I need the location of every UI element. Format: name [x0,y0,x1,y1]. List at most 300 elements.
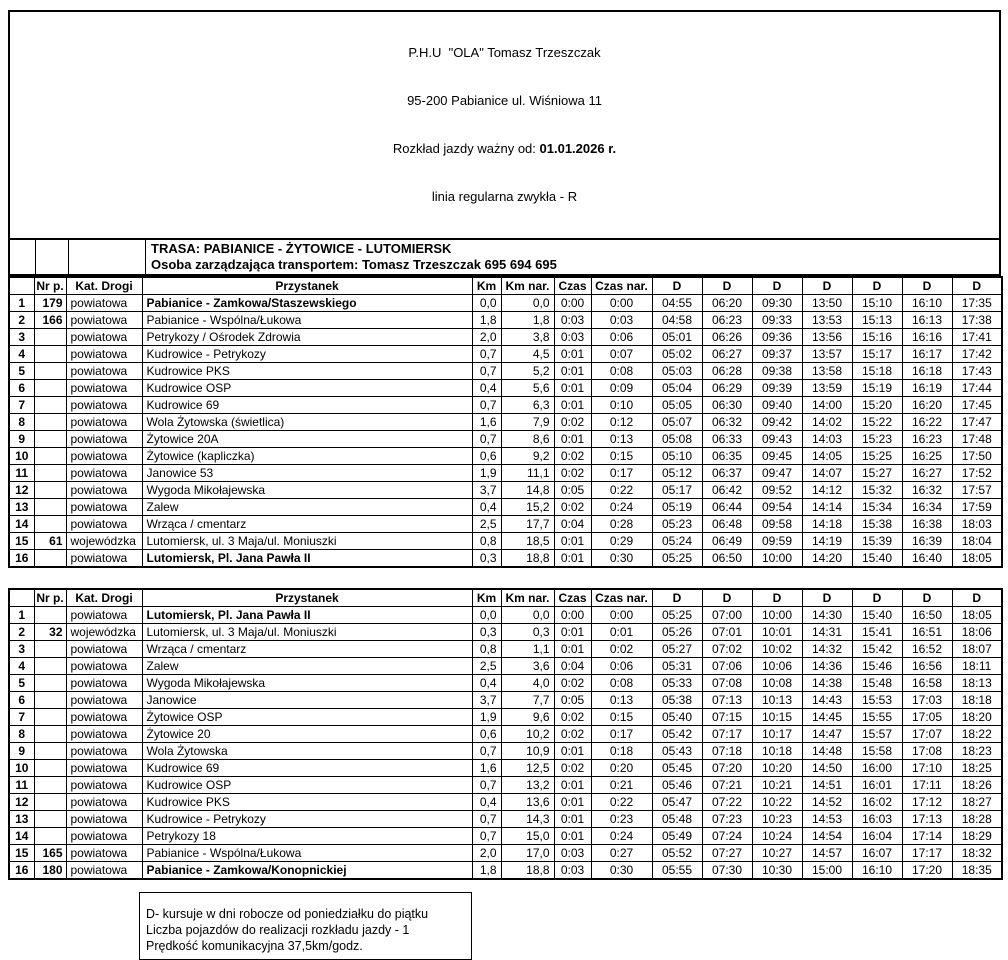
timetable-row [9,329,1002,346]
cell-km-cumulative: 7,9 [501,414,554,431]
cell-stop-name: Wola Żytowska (świetlica) [142,414,472,431]
cell-km-cumulative: 5,6 [501,380,554,397]
validity-label: Rozkład jazdy ważny od: [392,141,540,156]
cell-road-category: powiatowa [66,431,142,448]
cell-departure-time: 14:50 [802,760,852,777]
cell-departure-time: 10:15 [752,709,802,726]
cell-departure-time: 16:51 [902,624,952,641]
empty-cell [36,240,69,274]
cell-road-category: powiatowa [66,516,142,533]
cell-road-category: powiatowa [66,777,142,794]
cell-departure-time: 07:27 [702,845,752,862]
cell-departure-time: 09:54 [752,499,802,516]
cell-row-number: 13 [9,499,34,516]
cell-departure-time: 16:18 [902,363,952,380]
cell-stop-name: Lutomiersk, Pl. Jana Pawła II [142,550,472,568]
column-header: D [852,589,902,607]
cell-row-number: 10 [9,448,34,465]
cell-road-number [34,658,66,675]
timetable-row [9,499,1002,516]
cell-departure-time: 16:56 [902,658,952,675]
cell-travel-time: 0:01 [554,363,591,380]
cell-road-category: powiatowa [66,794,142,811]
column-header: Czas [554,589,591,607]
cell-km: 0,8 [472,533,501,550]
cell-departure-time: 06:30 [702,397,752,414]
cell-travel-time: 0:01 [554,346,591,363]
cell-travel-time: 0:04 [554,516,591,533]
cell-km-cumulative: 5,2 [501,363,554,380]
cell-departure-time: 05:45 [652,760,702,777]
cell-departure-time: 07:08 [702,675,752,692]
cell-km: 0,7 [472,397,501,414]
cell-departure-time: 05:23 [652,516,702,533]
column-header: D [652,589,702,607]
cell-departure-time: 15:57 [852,726,902,743]
cell-departure-time: 05:26 [652,624,702,641]
cell-travel-time: 0:02 [554,414,591,431]
cell-km-cumulative: 4,0 [501,675,554,692]
cell-departure-time: 17:48 [952,431,1002,448]
cell-travel-time: 0:01 [554,380,591,397]
cell-row-number: 11 [9,465,34,482]
cell-departure-time: 16:22 [902,414,952,431]
cell-travel-time: 0:03 [554,845,591,862]
cell-departure-time: 15:53 [852,692,902,709]
cell-departure-time: 06:48 [702,516,752,533]
column-header: Przystanek [142,277,472,295]
cell-departure-time: 17:13 [902,811,952,828]
cell-departure-time: 14:53 [802,811,852,828]
cell-km-cumulative: 17,0 [501,845,554,862]
cell-road-category: powiatowa [66,845,142,862]
cell-travel-time-cumulative: 0:22 [591,794,652,811]
column-header: D [752,589,802,607]
timetable-row [9,533,1002,550]
cell-departure-time: 10:22 [752,794,802,811]
cell-departure-time: 15:39 [852,533,902,550]
cell-departure-time: 15:25 [852,448,902,465]
cell-travel-time: 0:01 [554,811,591,828]
cell-road-category: powiatowa [66,346,142,363]
cell-departure-time: 15:46 [852,658,902,675]
cell-travel-time-cumulative: 0:23 [591,811,652,828]
cell-travel-time-cumulative: 0:13 [591,692,652,709]
cell-km: 2,5 [472,658,501,675]
cell-departure-time: 06:37 [702,465,752,482]
cell-road-category: powiatowa [66,482,142,499]
cell-departure-time: 06:23 [702,312,752,329]
cell-departure-time: 06:35 [702,448,752,465]
cell-departure-time: 14:14 [802,499,852,516]
cell-departure-time: 17:44 [952,380,1002,397]
cell-road-number [34,607,66,624]
cell-stop-name: Żytowice (kapliczka) [142,448,472,465]
timetable-row [9,794,1002,811]
cell-departure-time: 05:05 [652,397,702,414]
cell-road-category: powiatowa [66,811,142,828]
cell-travel-time: 0:03 [554,329,591,346]
cell-travel-time-cumulative: 0:00 [591,295,652,312]
header-row [9,589,1002,607]
cell-stop-name: Kudrowice - Petrykozy [142,346,472,363]
column-header [9,589,34,607]
footer-note: Prędkość komunikacyjna 37,5km/godz. [146,939,363,953]
cell-departure-time: 14:05 [802,448,852,465]
column-header: Kat. Drogi [66,277,142,295]
cell-road-category: powiatowa [66,448,142,465]
cell-departure-time: 15:17 [852,346,902,363]
timetable-row [9,380,1002,397]
cell-departure-time: 18:03 [952,516,1002,533]
timetable-row [9,743,1002,760]
cell-stop-name: Lutomiersk, Pl. Jana Pawła II [142,607,472,624]
cell-departure-time: 18:11 [952,658,1002,675]
cell-departure-time: 06:27 [702,346,752,363]
column-header: Czas [554,277,591,295]
cell-departure-time: 05:46 [652,777,702,794]
cell-departure-time: 14:51 [802,777,852,794]
cell-row-number: 9 [9,431,34,448]
cell-road-category: powiatowa [66,607,142,624]
cell-road-number [34,346,66,363]
cell-travel-time: 0:02 [554,709,591,726]
cell-departure-time: 14:54 [802,828,852,845]
column-header: D [702,277,752,295]
cell-departure-time: 07:02 [702,641,752,658]
timetable-row [9,760,1002,777]
cell-departure-time: 16:02 [852,794,902,811]
cell-stop-name: Lutomiersk, ul. 3 Maja/ul. Moniuszki [142,533,472,550]
cell-departure-time: 07:30 [702,862,752,880]
cell-departure-time: 16:23 [902,431,952,448]
cell-travel-time: 0:02 [554,448,591,465]
cell-km: 1,6 [472,760,501,777]
cell-stop-name: Kudrowice 69 [142,397,472,414]
cell-travel-time-cumulative: 0:06 [591,658,652,675]
cell-departure-time: 14:12 [802,482,852,499]
timetable-row [9,397,1002,414]
cell-km-cumulative: 1,8 [501,312,554,329]
cell-departure-time: 10:23 [752,811,802,828]
column-header: Kat. Drogi [66,589,142,607]
cell-departure-time: 15:27 [852,465,902,482]
cell-road-number [34,465,66,482]
cell-km-cumulative: 13,6 [501,794,554,811]
cell-departure-time: 04:55 [652,295,702,312]
cell-km: 0,7 [472,363,501,380]
cell-road-number [34,641,66,658]
cell-km: 0,4 [472,380,501,397]
cell-departure-time: 15:18 [852,363,902,380]
cell-departure-time: 07:18 [702,743,752,760]
cell-road-number [34,397,66,414]
cell-km-cumulative: 12,5 [501,760,554,777]
cell-departure-time: 05:25 [652,550,702,568]
cell-departure-time: 18:05 [952,607,1002,624]
cell-travel-time-cumulative: 0:00 [591,607,652,624]
cell-travel-time-cumulative: 0:15 [591,448,652,465]
timetable-row [9,414,1002,431]
cell-departure-time: 14:57 [802,845,852,862]
cell-departure-time: 09:36 [752,329,802,346]
cell-travel-time: 0:02 [554,465,591,482]
cell-departure-time: 18:20 [952,709,1002,726]
cell-departure-time: 15:19 [852,380,902,397]
column-header: Km nar. [501,277,554,295]
cell-km-cumulative: 0,3 [501,624,554,641]
cell-travel-time: 0:05 [554,482,591,499]
timetable-row [9,312,1002,329]
cell-road-number [34,675,66,692]
cell-departure-time: 09:43 [752,431,802,448]
timetable-row [9,658,1002,675]
cell-road-number [34,777,66,794]
cell-departure-time: 16:03 [852,811,902,828]
cell-travel-time-cumulative: 0:09 [591,380,652,397]
cell-departure-time: 13:58 [802,363,852,380]
timetable-row [9,726,1002,743]
cell-km-cumulative: 0,0 [501,295,554,312]
cell-departure-time: 15:23 [852,431,902,448]
column-header: D [952,589,1002,607]
cell-row-number: 16 [9,550,34,568]
cell-departure-time: 10:08 [752,675,802,692]
cell-row-number: 15 [9,533,34,550]
timetable-document [8,10,1001,960]
cell-travel-time: 0:02 [554,675,591,692]
cell-departure-time: 06:20 [702,295,752,312]
cell-km: 0,4 [472,794,501,811]
cell-departure-time: 18:32 [952,845,1002,862]
cell-travel-time: 0:02 [554,760,591,777]
cell-road-number [34,743,66,760]
timetable-row [9,641,1002,658]
cell-road-category: powiatowa [66,862,142,880]
cell-road-category: powiatowa [66,709,142,726]
validity-date: 01.01.2026 r. [539,141,617,156]
cell-km: 0,6 [472,448,501,465]
timetable-row [9,295,1002,312]
cell-travel-time: 0:01 [554,533,591,550]
timetable-row [9,692,1002,709]
cell-departure-time: 16:00 [852,760,902,777]
cell-travel-time: 0:00 [554,295,591,312]
empty-cell [10,240,36,274]
cell-road-category: powiatowa [66,726,142,743]
cell-stop-name: Wola Żytowska [142,743,472,760]
timetable-row [9,346,1002,363]
cell-road-category: powiatowa [66,675,142,692]
cell-travel-time-cumulative: 0:02 [591,641,652,658]
cell-departure-time: 17:52 [952,465,1002,482]
column-header: Nr p. [34,589,66,607]
cell-departure-time: 14:02 [802,414,852,431]
cell-departure-time: 15:13 [852,312,902,329]
cell-departure-time: 07:00 [702,607,752,624]
cell-road-number [34,726,66,743]
cell-row-number: 3 [9,641,34,658]
cell-stop-name: Żytowice 20 [142,726,472,743]
cell-road-number: 61 [34,533,66,550]
cell-departure-time: 05:38 [652,692,702,709]
cell-travel-time-cumulative: 0:07 [591,346,652,363]
cell-departure-time: 15:55 [852,709,902,726]
timetable-row [9,828,1002,845]
column-header: D [802,277,852,295]
cell-departure-time: 18:27 [952,794,1002,811]
cell-travel-time: 0:01 [554,743,591,760]
column-header: Km [472,589,501,607]
column-header: D [852,277,902,295]
cell-departure-time: 05:55 [652,862,702,880]
cell-stop-name: Janowice 53 [142,465,472,482]
cell-stop-name: Kudrowice - Petrykozy [142,811,472,828]
timetable-row [9,624,1002,641]
cell-travel-time-cumulative: 0:29 [591,533,652,550]
cell-row-number: 14 [9,828,34,845]
cell-travel-time-cumulative: 0:08 [591,675,652,692]
route-info-cell [146,240,999,274]
cell-km: 1,9 [472,465,501,482]
cell-road-number [34,550,66,568]
cell-km-cumulative: 0,0 [501,607,554,624]
cell-departure-time: 13:50 [802,295,852,312]
cell-stop-name: Kudrowice PKS [142,363,472,380]
cell-travel-time-cumulative: 0:03 [591,312,652,329]
cell-departure-time: 13:56 [802,329,852,346]
cell-departure-time: 15:48 [852,675,902,692]
cell-stop-name: Żytowice 20A [142,431,472,448]
cell-km: 3,7 [472,692,501,709]
cell-departure-time: 05:33 [652,675,702,692]
cell-stop-name: Janowice [142,692,472,709]
cell-row-number: 8 [9,726,34,743]
cell-departure-time: 15:58 [852,743,902,760]
cell-departure-time: 18:26 [952,777,1002,794]
timetable-row [9,709,1002,726]
cell-departure-time: 16:34 [902,499,952,516]
cell-km-cumulative: 8,6 [501,431,554,448]
cell-departure-time: 18:18 [952,692,1002,709]
cell-road-number: 165 [34,845,66,862]
cell-departure-time: 05:31 [652,658,702,675]
cell-departure-time: 16:58 [902,675,952,692]
cell-km-cumulative: 18,5 [501,533,554,550]
cell-departure-time: 06:32 [702,414,752,431]
cell-departure-time: 15:40 [852,607,902,624]
cell-departure-time: 18:13 [952,675,1002,692]
column-header: Nr p. [34,277,66,295]
cell-travel-time: 0:05 [554,692,591,709]
cell-departure-time: 14:18 [802,516,852,533]
cell-travel-time: 0:01 [554,828,591,845]
cell-km: 3,7 [472,482,501,499]
cell-row-number: 11 [9,777,34,794]
cell-departure-time: 16:27 [902,465,952,482]
cell-departure-time: 05:10 [652,448,702,465]
cell-departure-time: 16:13 [902,312,952,329]
cell-departure-time: 16:52 [902,641,952,658]
cell-departure-time: 09:59 [752,533,802,550]
cell-departure-time: 05:02 [652,346,702,363]
cell-travel-time-cumulative: 0:15 [591,709,652,726]
cell-departure-time: 09:52 [752,482,802,499]
cell-row-number: 5 [9,675,34,692]
cell-road-category: powiatowa [66,692,142,709]
cell-road-number [34,499,66,516]
cell-road-number [34,431,66,448]
cell-km-cumulative: 1,1 [501,641,554,658]
cell-road-number: 166 [34,312,66,329]
timetable-row [9,465,1002,482]
cell-departure-time: 16:10 [902,295,952,312]
cell-row-number: 6 [9,380,34,397]
cell-km-cumulative: 14,8 [501,482,554,499]
cell-km-cumulative: 15,0 [501,828,554,845]
cell-departure-time: 16:17 [902,346,952,363]
cell-departure-time: 10:17 [752,726,802,743]
cell-road-category: powiatowa [66,499,142,516]
cell-departure-time: 10:00 [752,550,802,568]
cell-departure-time: 13:53 [802,312,852,329]
column-header: Przystanek [142,589,472,607]
cell-departure-time: 17:57 [952,482,1002,499]
cell-departure-time: 15:41 [852,624,902,641]
cell-row-number: 10 [9,760,34,777]
cell-travel-time-cumulative: 0:12 [591,414,652,431]
cell-departure-time: 15:16 [852,329,902,346]
cell-departure-time: 06:33 [702,431,752,448]
cell-departure-time: 17:59 [952,499,1002,516]
cell-road-number [34,482,66,499]
cell-departure-time: 06:44 [702,499,752,516]
cell-travel-time: 0:01 [554,624,591,641]
cell-row-number: 1 [9,607,34,624]
column-header: D [902,589,952,607]
cell-departure-time: 05:24 [652,533,702,550]
cell-departure-time: 17:45 [952,397,1002,414]
cell-departure-time: 04:58 [652,312,702,329]
cell-stop-name: Kudrowice 69 [142,760,472,777]
cell-stop-name: Zalew [142,499,472,516]
cell-row-number: 7 [9,709,34,726]
cell-travel-time: 0:01 [554,431,591,448]
cell-departure-time: 05:42 [652,726,702,743]
cell-departure-time: 14:48 [802,743,852,760]
cell-km: 1,9 [472,709,501,726]
cell-stop-name: Pabianice - Zamkowa/Konopnickiej [142,862,472,880]
cell-departure-time: 17:14 [902,828,952,845]
cell-km-cumulative: 15,2 [501,499,554,516]
cell-travel-time: 0:02 [554,726,591,743]
cell-road-category: powiatowa [66,828,142,845]
cell-departure-time: 14:43 [802,692,852,709]
cell-km: 0,6 [472,726,501,743]
cell-departure-time: 16:20 [902,397,952,414]
cell-departure-time: 07:15 [702,709,752,726]
cell-km: 1,8 [472,862,501,880]
cell-road-number [34,329,66,346]
cell-departure-time: 17:05 [902,709,952,726]
timetable-row [9,811,1002,828]
cell-travel-time-cumulative: 0:30 [591,550,652,568]
company-name: P.H.U "OLA" Tomasz Trzeszczak [408,45,601,60]
cell-departure-time: 14:38 [802,675,852,692]
cell-km-cumulative: 9,2 [501,448,554,465]
route-title: TRASA: PABIANICE - ŻYTOWICE - LUTOMIERSK [151,241,452,256]
cell-departure-time: 07:01 [702,624,752,641]
